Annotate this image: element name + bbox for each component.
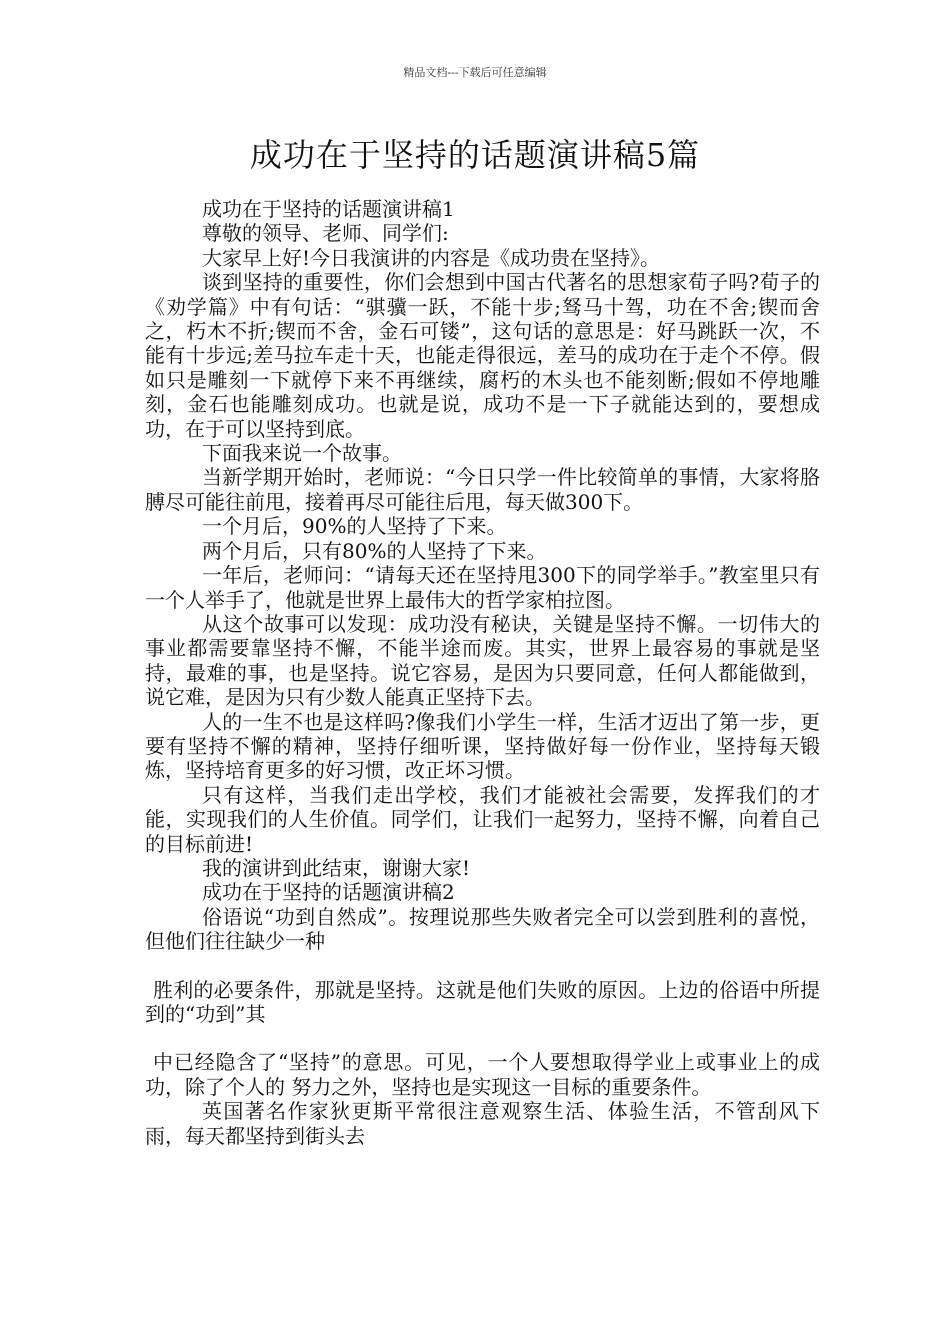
header-note: 精品文档---下载后可任意编辑 xyxy=(403,66,547,79)
paragraph: 一年后，老师问：“请每天还在坚持甩300下的同学举手。”教室里只有一个人举手了，他就是世界上最伟大的哲学家柏拉图。 xyxy=(145,563,820,612)
paragraph: 俗语说“功到自然成”。按理说那些失败者完全可以尝到胜利的喜悦，但他们往往缺少一种 xyxy=(145,904,820,954)
section-heading-1: 成功在于坚持的话题演讲稿1 xyxy=(202,197,455,221)
paragraph: 人的一生不也是这样吗?像我们小学生一样，生活才迈出了第一步，更要有坚持不懈的精神，坚持仔细听课，坚持做好每一份作业，坚持每天锻炼，坚持培育更多的好习惯，改正坏习惯。 xyxy=(145,709,820,783)
paragraph: 当新学期开始时，老师说：“今日只学一件比较简单的事情，大家将胳膊尽可能往前甩，接着再尽可能往后甩，每天做300下。 xyxy=(145,465,820,514)
paragraph: 两个月后，只有80%的人坚持了下来。 xyxy=(202,538,547,563)
salutation: 尊敬的领导、老师、同学们: xyxy=(202,221,449,246)
paragraph: 从这个故事可以发现：成功没有秘诀，关键是坚持不懈。一切伟大的事业都需要靠坚持不懈，不能半途而废。其实，世界上最容易的事就是坚持，最难的事，也是坚持。说它容易，是因为只要同意，任何人都能做到，说它难，是因为只有少数人能真正坚持下去。 xyxy=(145,611,820,710)
document-body xyxy=(145,197,820,1148)
paragraph: 胜利的必要条件，那就是坚持。这就是他们失败的原因。上边的俗语中所提到的“功到”其 xyxy=(145,977,820,1026)
paragraph: 下面我来说一个故事。 xyxy=(202,441,402,466)
paragraph: 中已经隐含了“坚持”的意思。可见，一个人要想取得学业上或事业上的成功，除了个人的 努力之外，坚持也是实现这一目标的重要条件。 xyxy=(145,1050,820,1099)
paragraph: 英国著名作家狄更斯平常很注意观察生活、体验生活，不管刮风下雨，每天都坚持到街头去 xyxy=(145,1099,820,1148)
section-heading-2: 成功在于坚持的话题演讲稿2 xyxy=(202,880,455,905)
paragraph: 谈到坚持的重要性，你们会想到中国古代著名的思想家荀子吗?荀子的《劝学篇》中有句话：“骐骥一跃，不能十步;驽马十驾，功在不舍;锲而舍之，朽木不折;锲而不舍，金石可镂”，这句话的意思是：好马跳跃一次，不能有十步远;差马拉车走十天，也能走得很远，差马的成功在于走个不停。假如只是雕刻一下就停下来不再继续，腐朽的木头也不能刻断;假如不停地雕刻，金石也能雕刻成功。也就是说，成功不是一下子就能达到的，要想成功，在于可以坚持到底。 xyxy=(145,270,820,441)
paragraph: 一个月后，90%的人坚持了下来。 xyxy=(202,514,507,539)
document-title: 成功在于坚持的话题演讲稿5篇 xyxy=(249,136,701,174)
paragraph: 大家早上好!今日我演讲的内容是《成功贵在坚持》。 xyxy=(202,245,661,270)
paragraph: 我的演讲到此结束，谢谢大家! xyxy=(202,855,471,880)
paragraph: 只有这样，当我们走出学校，我们才能被社会需要，发挥我们的才能，实现我们的人生价值。同学们，让我们一起努力，坚持不懈，向着自己的目标前进! xyxy=(145,782,820,856)
